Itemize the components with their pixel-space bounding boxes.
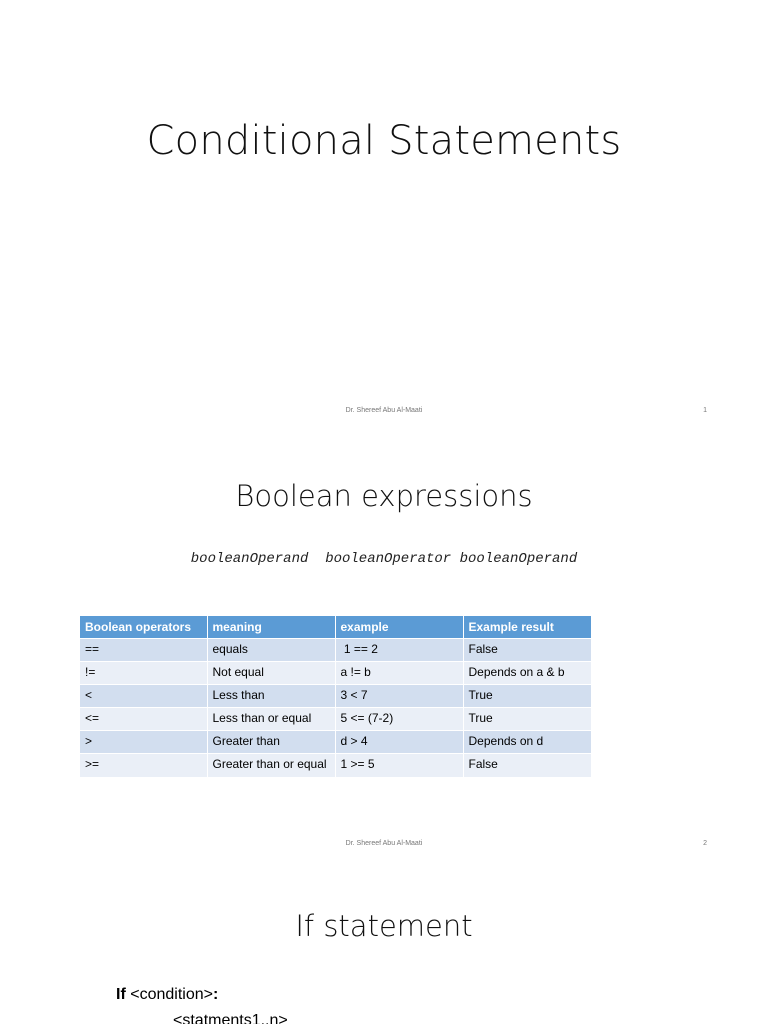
table-row [80, 685, 591, 708]
slide-title: If statement [295, 909, 473, 943]
table-cell: Not equal [207, 662, 335, 685]
condition-placeholder: <condition> [125, 986, 213, 1003]
table-cell: Less than or equal [207, 708, 335, 731]
table-cell: equals [207, 639, 335, 662]
colon: : [212, 986, 219, 1003]
slide-1 [0, 0, 768, 433]
boolean-expression-formula: booleanOperand booleanOperator booleanOperand [190, 551, 578, 567]
if-syntax-block [116, 986, 288, 1024]
table-cell: 1 >= 5 [335, 754, 463, 778]
table-cell: True [463, 685, 591, 708]
footer-author: Dr. Shereef Abu Al-Maati [345, 407, 423, 414]
footer-author: Dr. Shereef Abu Al-Maati [345, 840, 423, 847]
statements-placeholder: <statments1..n> [173, 1012, 288, 1024]
table-cell: == [80, 639, 207, 662]
table-header-row [80, 616, 591, 639]
page-number: 1 [703, 407, 707, 414]
table-header-cell: Boolean operators [80, 616, 207, 639]
table-cell: False [463, 639, 591, 662]
table-row [80, 708, 591, 731]
table-row [80, 731, 591, 754]
if-keyword: If [116, 986, 126, 1003]
table-cell: <= [80, 708, 207, 731]
table-cell: Depends on d [463, 731, 591, 754]
slide-2 [0, 433, 768, 866]
table-cell: True [463, 708, 591, 731]
table-cell: != [80, 662, 207, 685]
table-cell: 5 <= (7-2) [335, 708, 463, 731]
table-cell: < [80, 685, 207, 708]
table-header-cell: Example result [463, 616, 591, 639]
table-cell: Greater than [207, 731, 335, 754]
table-cell: False [463, 754, 591, 778]
table-cell: 3 < 7 [335, 685, 463, 708]
table-cell: Greater than or equal [207, 754, 335, 778]
boolean-operators-table [80, 616, 592, 777]
slide-title: Boolean expressions [235, 479, 533, 513]
page-number: 2 [703, 840, 707, 847]
table-cell: a != b [335, 662, 463, 685]
slide-3 [0, 866, 768, 1024]
slide-title: Conditional Statements [146, 118, 622, 164]
table-cell: Less than [207, 685, 335, 708]
table-cell: > [80, 731, 207, 754]
table-row [80, 662, 591, 685]
table-cell: d > 4 [335, 731, 463, 754]
table-cell: 1 == 2 [335, 639, 463, 662]
table-row [80, 754, 591, 778]
table-header-cell: meaning [207, 616, 335, 639]
table-cell: >= [80, 754, 207, 778]
table-cell: Depends on a & b [463, 662, 591, 685]
table-row [80, 639, 591, 662]
table-header-cell: example [335, 616, 463, 639]
